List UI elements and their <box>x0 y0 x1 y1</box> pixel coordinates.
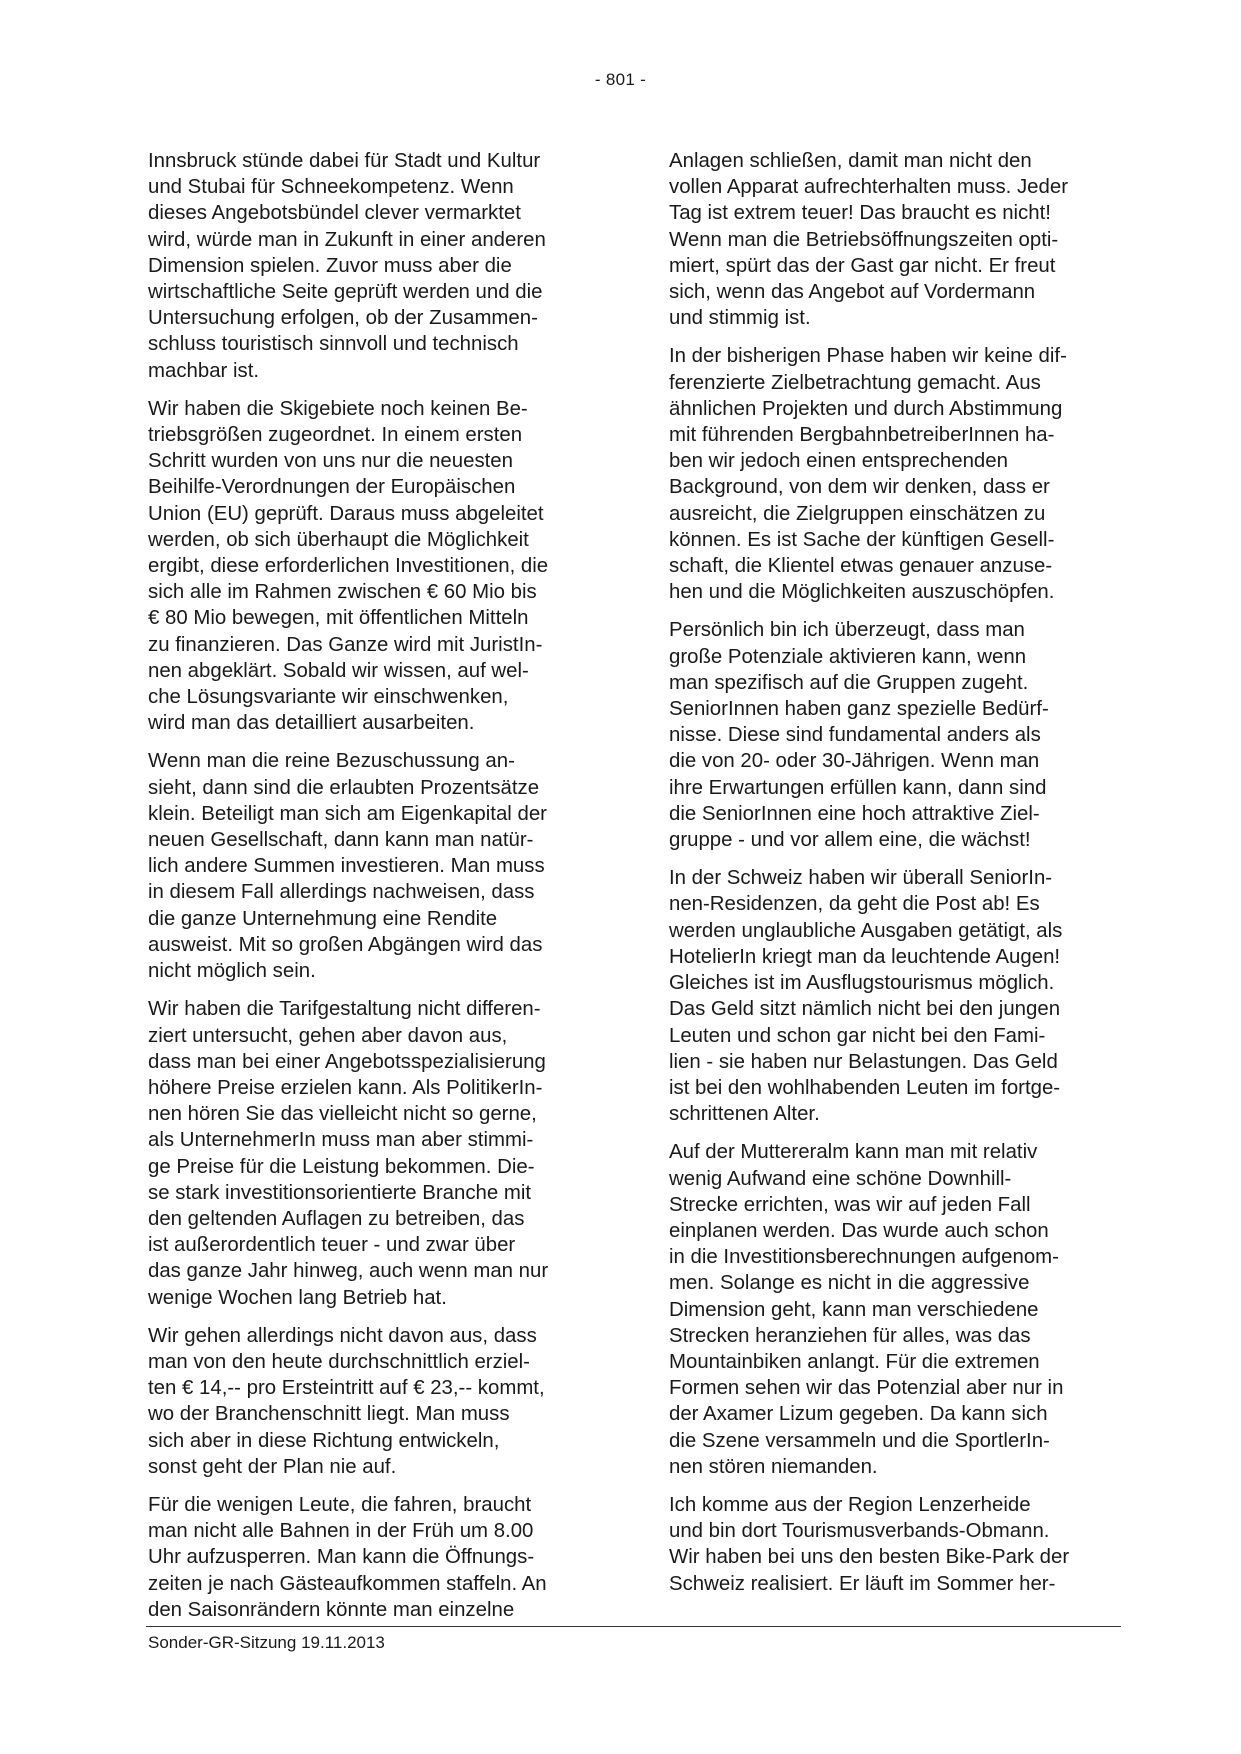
paragraph: Wir haben die Tarifgestaltung nicht differen- ziert untersucht, gehen aber davon aus, dass man bei einer Angebotsspezialisierung höhere Preise erzielen kann. Als PolitikerIn- nen hören Sie das vielleicht nicht so gerne, als UnternehmerIn muss man aber stimmi- ge Preise für die Leistung bekommen. Die- se stark investitionsorientierte Branche mit den geltenden Auflagen zu betreiben, das ist außerordentlich teuer - und zwar über das ganze Jahr hinweg, auch wenn man nur wenige Wochen lang Betrieb hat. <box>148 998 549 1309</box>
paragraph: Innsbruck stünde dabei für Stadt und Kultur und Stubai für Schneekompetenz. Wenn dieses Angebotsbündel clever vermarktet wird, würde man in Zukunft in einer anderen Dimension spielen. Zuvor muss aber die wirtschaftliche Seite geprüft werden und die Untersuchung erfolgen, ob der Zusammen- schluss touristisch sinnvoll und technisch machbar ist. <box>148 150 546 382</box>
paragraph: In der bisherigen Phase haben wir keine dif- ferenzierte Zielbetrachtung gemacht. Aus ähnlichen Projekten und durch Abstimmung mit führenden BergbahnbetreiberInnen ha- ben wir jedoch einen entsprechenden Background, von dem wir denken, dass er ausreicht, die Zielgruppen einschätzen zu können. Es ist Sache der künftigen Gesell- schaft, die Klientel etwas genauer anzuse- hen und die Möglichkeiten auszuschöpfen. <box>669 345 1067 604</box>
paragraph: Wir gehen allerdings nicht davon aus, dass man von den heute durchschnittlich erziel- ten € 14,-- pro Ersteintritt auf € 23,-- kommt, wo der Branchenschnitt liegt. Man muss sich aber in diese Richtung entwickeln, sonst geht der Plan nie auf. <box>148 1324 545 1478</box>
paragraph: Auf der Muttereralm kann man mit relativ wenig Aufwand eine schöne Downhill- Strecke errichten, was wir auf jeden Fall einplanen werden. Das wurde auch schon in die Investitionsberechnungen aufgenom- men. Solange es nicht in die aggressive Dimension geht, kann man verschiedene Strecken heranziehen für alles, was das Mountainbiken anlangt. Für die extremen Formen sehen wir das Potenzial aber nur in der Axamer Lizum gegeben. Da kann sich die Szene versammeln und die SportlerIn- nen stören niemanden. <box>669 1141 1064 1478</box>
paragraph: Für die wenigen Leute, die fahren, braucht man nicht alle Bahnen in der Früh um 8.00 Uhr aufzusperren. Man kann die Öffnungs- zeiten je nach Gästeaufkommen staffeln. An den Saisonrändern könnte man einzelne <box>148 1493 547 1621</box>
page-number: - 801 - <box>594 70 647 89</box>
left-column <box>148 148 604 1635</box>
paragraph: Ich komme aus der Region Lenzerheide und bin dort Tourismusverbands-Obmann. Wir haben bei uns den besten Bike-Park der Schweiz realisiert. Er läuft im Sommer her- <box>669 1493 1070 1595</box>
footer-divider <box>146 1626 1121 1627</box>
paragraph: In der Schweiz haben wir überall SeniorIn- nen-Residenzen, da geht die Post ab! Es werden unglaubliche Ausgaben getätigt, als HotelierIn kriegt man da leuchtende Augen! Gleiches ist im Ausflugstourismus möglich. Das Geld sitzt nämlich nicht bei den jungen Leuten und schon gar nicht bei den Fami- lien - sie haben nur Belastungen. Das Geld ist bei den wohlhabenden Leuten im fortge- schrittenen Alter. <box>669 867 1063 1126</box>
right-column <box>669 148 1125 1609</box>
paragraph: Wir haben die Skigebiete noch keinen Be- triebsgrößen zugeordnet. In einem ersten Schritt wurden von uns nur die neuesten Beihilfe-Verordnungen der Europäischen Union (EU) geprüft. Daraus muss abgeleitet werden, ob sich überhaupt die Möglichkeit ergibt, diese erforderlichen Investitionen, die sich alle im Rahmen zwischen € 60 Mio bis € 80 Mio bewegen, mit öffentlichen Mitteln zu finanzieren. Das Ganze wird mit JuristIn- nen abgeklärt. Sobald wir wissen, auf wel- che Lösungsvariante wir einschwenken, wird man das detailliert ausarbeiten. <box>148 397 549 735</box>
paragraph: Anlagen schließen, damit man nicht den vollen Apparat aufrechterhalten muss. Jeder Tag ist extrem teuer! Das braucht es nicht! Wenn man die Betriebsöffnungszeiten opti- miert, spürt das der Gast gar nicht. Er freut sich, wenn das Angebot auf Vordermann und stimmig ist. <box>669 150 1068 330</box>
paragraph: Persönlich bin ich überzeugt, dass man große Potenziale aktivieren kann, wenn man spezifisch auf die Gruppen zugeht. SeniorInnen haben ganz spezielle Bedürf- nisse. Diese sind fundamental anders als die von 20- oder 30-Jährigen. Wenn man ihre Erwartungen erfüllen kann, dann sind die SeniorInnen eine hoch attraktive Ziel- gruppe - und vor allem eine, die wächst! <box>669 619 1049 852</box>
paragraph: Wenn man die reine Bezuschussung an- sieht, dann sind die erlaubten Prozentsätze klein. Beteiligt man sich am Eigenkapital der neuen Gesellschaft, dann kann man natür- lich andere Summen investieren. Man muss in diesem Fall allerdings nachweisen, dass die ganze Unternehmung eine Rendite ausweist. Mit so großen Abgängen wird das nicht möglich sein. <box>148 750 547 983</box>
footer-text: Sonder-GR-Sitzung 19.11.2013 <box>148 1633 385 1652</box>
